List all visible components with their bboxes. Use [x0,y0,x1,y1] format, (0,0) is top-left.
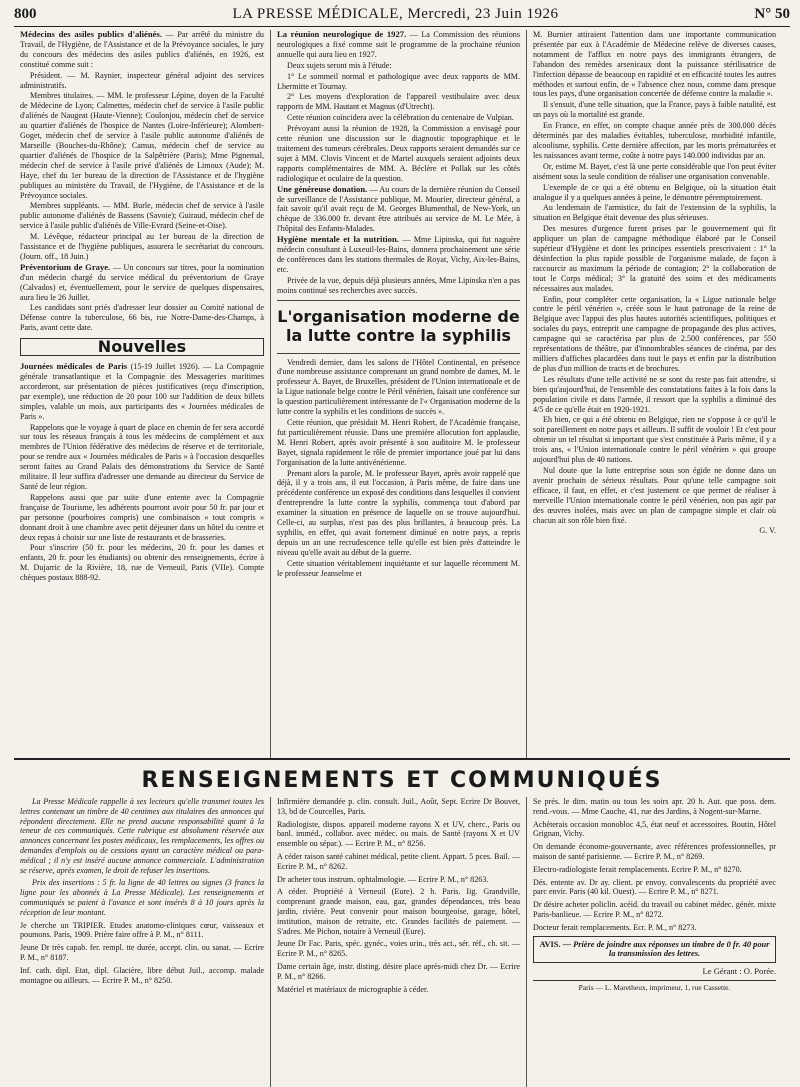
journees-text-4: Pour s'inscrire (50 fr. pour les médecins, 20 fr. pour les dames et enfants, 20 fr. pour les étudiants) ou obtenir des renseignements, écrire à M. Dujarric de la Rivière, 18, rue de Verneuil, Paris (VIIe). Compte chèques postaux 888-92. [20,543,264,583]
section-rule [14,758,790,760]
classified-ad: A céder raison santé cabinet médical, petite client. Appart. 5 pces. Bail. — Ecrire P. M., n° 8262. [277,851,520,871]
hygiene-text: — Mme Lipinska, qui fut naguère médecin consultant à Luxeuil-les-Bains, donnera prochainement une série de conférences dans les stations thermales de Royat, Vichy, Aix-les-Bains, etc. [277,235,520,274]
classified-ad: On demande économe-gouvernante, avec références professionnelles, pr maison de santé parisienne. — Ecrire P. M., n° 8269. [533,842,776,861]
neuro-text: — La Commission des réunions neurologiques a fixé comme suit le programme de la prochaine réunion annuelle qui aura lieu en 1927. [277,30,520,59]
asiles-text: — Par arrêté du ministre du Travail, de l'Hygiène, de l'Assistance et de la Prévoyance sociales, le jury du concours des médecins des asiles publics d'aliénés, en 1926, est constitué comme suit : [20,30,264,69]
classified-ad: A céder. Propriété à Verneuil (Eure). 2 h. Paris. Iig. Grandville, comprenant grande maison, eau, gaz, grandes dépendances, très beau jardin, rivière. Peut convenir pour maison bourgeoise, garage, hôtel, institution, maison de retraite, etc. Grandes facilités de paiement. — S'adres. Me Pichon, notaire à Verneuil (Eure). [277,887,520,936]
classified-ad: Dr désire acheter policlin. acéid. du travail ou cabinet médec. génér. mixte Paris-banlieue. — Ecrire P. M., n° 8272. [533,900,776,919]
avis-text: Prière de joindre aux réponses un timbre de 0 fr. 40 pour la transmission des lettres. [573,939,770,959]
neuro-item-1: 1° Le sommeil normal et pathologique avec deux rapports de MM. Lhermitte et Tournay. [277,71,520,91]
article-continued-4: Or, estime M. Bayet, c'est là une perte considérable que l'on peut éviter aisément sous la seule condition de réaliser une organisation convenable. [533,161,776,181]
journees-text-2: Rappelons que le voyage à quart de place en chemin de fer sera accordé sur tous les réseaux français à tous les médecins de complément et aux membres de l'Union fédérative des médecins de réserve et de territoriale, pour se rendre aux « Journées médicales de Paris » à l'occasion desquelles seront faites au Grand Palais des démonstrations du Service de Santé militaire. Il leur suffira d'adresser une demande au directeur du Service de Santé de leur région. [20,422,264,491]
graye-text: — Un concours sur titres, pour la nomination d'un médecin chargé du service médical du préventorium de Graye (Calvados) et, éventuellement, pour le service de quelques dispensaires, aura lieu le 26 Juillet. [20,262,264,302]
classifieds-notice: La Presse Médicale rappelle à ses lecteurs qu'elle transmet toutes les lettres contenant un timbre de 40 centimes aux titulaires des annonces qui répondent directement. Elle ne prend aucune responsabilité quant à la teneur de ces communiqués. Cette rubrique est absolument réservée aux annonces concernant les postes médicaux, les remplacements, les offres ou demandes d'emplois ou de cessions ayant un caractère médical ou para-médical ; il n'y est inséré aucune annonce commerciale. L'administration se réserve, après examen, le droit de refuser les insertions. [20,797,264,875]
column-1 [14,30,270,758]
classifieds-column-2 [270,797,526,1087]
neuro-text-4: Prévoyant aussi la réunion de 1928, la Commission a envisagé pour cette réunion une discussion sur le diagnostic topographique et le traitement des tumeurs cérébrales. Deux rapports seraient demandés sur ce sujet à MM. Clovis Vincent et de Martel auxquels seraient adjoints deux rapports complémentaires de MM. A. Béclère et Pollak sur les côtés radiologique et oculaire de la question. [277,124,520,183]
journees-paragraph [20,362,264,421]
upper-columns [14,30,790,758]
article-continued-9: Les résultats d'une telle activité ne se sont du reste pas fait attendre, si bien qu'aujourd'hui, de l'ensemble des constatations faites à la fois dans la population civile et dans l'armée, il ressort que la syphilis a diminué des 4/5 de ce qu'elle était en 1920-1921. [533,374,776,414]
nouvelles-section-title: Nouvelles [20,338,264,356]
hygiene-paragraph [277,235,520,275]
asiles-suppleants: Membres suppléants. — MM. Burle, médecin chef de service à l'asile public autonome d'aliénés de Bassens (Savoie); Guiraud, médecin chef de service à l'asile public d'aliénés de Ville-Evrard (Seine-et-Oise). [20,201,264,231]
classifieds-column-1 [14,797,270,1087]
classified-ad: Infirmière demandée p. clin. consult. Juil., Août, Sept. Ecrire Dr Bouvet, 13, bd de Courcelles, Paris. [277,797,520,816]
article-paragraph-1: Vendredi dernier, dans les salons de l'Hôtel Continental, en présence d'une nombreuse assistance comprenant un grand nombre de dames, M. le professeur A. Bayet, de Bruxelles, président de l'Union internationale et de la Ligue nationale belge contre le Péril vénérien, faisait une conférence sur la question particulièrement intéressante de l'« Organisation moderne de la lutte contre la syphilis et les conditions de succès ». [277,357,520,417]
graye-text-2: Les candidats sont priés d'adresser leur dossier au Comité national de Défense contre la tuberculose, 66 bis, rue Notre-Dame-des-Champs, à Paris, avant cette date. [20,303,264,333]
asiles-heading: Médecins des asiles publics d'aliénés. [20,30,162,39]
article-continued-7: Des mesures d'urgence furent prises par le gouvernement qui fit appliquer un plan de campagne méthodique élaboré par le Conseil supérieur d'Hygiène et dont les principes essentiels prescrivaient : 1° la désinfection la plus rapide possible de l'organisme malade, de façon à raccourcir au maximum la période de contagion; 2° la collaboration de tout le Corps médical; 3° la gratuité des soins et des médicaments nécessaires aux malades. [533,224,776,293]
classified-ad: Jeune Dr Fac. Paris, spéc. gynéc., voies urin., très act., sér. réf., ch. sit. — Ecrire P. M., n° 8265. [277,939,520,959]
article-paragraph-3: Prenant alors la parole, M. le professeur Bayet, après avoir rappelé que déjà, il y a trois ans, il eut l'occasion, à Paris même, de faire dans une précédente conférence un exposé des conditions dans lesquelles il convient d'entreprendre la lutte contre la syphilis, commença tout d'abord par examiner la situation en présence de laquelle on se trouve aujourd'hui. Celle-ci, au surplus, n'est pas des plus brillantes, à beaucoup près. La syphilis, en effet, qui avait fortement diminué en notre pays, a repris depuis un an une recrudescence telle qu'elle est bien près d'atteindre le niveau qu'elle avait au début de la guerre. [277,468,520,557]
column-3 [526,30,782,758]
donation-text: — Au cours de la dernière réunion du Conseil de surveillance de l'Assistance publique, M. Mourier, directeur général, a fait savoir qu'il avait reçu de M. Georges Blumenthal, de New-York, un chèque de 336.000 fr. devant être attribués au service de M. Le Mée, à l'hôpital des Enfants-Malades. [277,184,520,234]
article-continued-8: Enfin, pour compléter cette organisation, la « Ligue nationale belge contre le péril vénérien », créée sous le haut patronage de la reine de Belgique avec l'appui des plus hautes autorités scientifiques, politiques et sociales du pays, entreprit une campagne de propagande des plus actives, campagne qui se caractérisa par plus de 2.500 conférences, par 550 représentations de théâtre, par d'innombrables séances de cinéma, par des milliers d'affiches placardées dans tout le pays et enfin par la distribution de plus d'un million de tracts et de brochures. [533,294,776,373]
classified-ad: Jeune Dr très capab. fer. rempl. tte durée, accept. clin. ou sanat. — Ecrire P. M., n° 8187. [20,943,264,962]
classified-ad: Dame certain âge, instr. disting. désire place après-midi chez Dr. — Ecrire P. M., n° 8266. [277,961,520,981]
journal-title: LA PRESSE MÉDICALE, Mercredi, 23 Juin 1926 [232,6,559,22]
classified-ad: Radiologiste, dispos. appareil moderne rayons X et UV, cherc., Paris ou banl. imméd., collabor. avec médec. ou mais. de Santé (rayons X et UV ensemble ou sépar.). — Ecrire P. M., n° 8256. [277,819,520,849]
hygiene-heading: Hygiène mentale et la nutrition. [277,234,399,245]
article-continued-2: Il s'ensuit, d'une telle situation, que la France, pays à faible natalité, est un pays où la mortalité est grande. [533,100,776,120]
article-continued-10: Eh bien, ce qui a été obtenu en Belgique, rien ne s'oppose à ce qu'il le soit pareillement en notre pays et ailleurs. Il suffit de vouloir ! Et c'est pour obtenir un tel résultat si important que s'est constituée à Paris même, il y a trois ans, « l'Union internationale contre le péril vénérien » qui groupe aujourd'hui plus de 40 nations. [533,415,776,465]
classified-ad: Matériel et matériaux de micrographie à céder. [277,984,429,994]
classified-ad: Docteur ferait remplacements. Ecr. P. M., n° 8273. [533,922,697,932]
neuro-paragraph [277,30,520,60]
asiles-paragraph [20,30,264,70]
journees-text-3: Rappelons aussi que par suite d'une entente avec la Compagnie française de Tourisme, les adhérents pourront avoir pour 50 fr. par jour et par personne (pourboires compris) une combinaison « tout compris » donnant droit à une chambre avec petit déjeuner dans un hôtel du centre et deux repas à choisir sur une liste de restaurants et de brasseries. [20,492,264,542]
printer-line: Paris — L. Maretheux, imprimeur, 1, rue Cassette. [533,980,776,993]
classified-ad: Electro-radiologiste ferait remplacements. Ecrire P. M., n° 8270. [533,864,742,874]
article-continued-6: Au lendemain de l'armistice, du fait de l'extension de la syphilis, la situation en Belgique était devenue des plus sérieuses. [533,203,776,223]
gerant-line: Le Gérant : O. Porée. [702,966,776,977]
asiles-membres: Membres titulaires. — MM. le professeur Lépine, doyen de la Faculté de Médecine de Lyon; Calmettes, médecin chef de service à l'asile public d'aliénés de Naugeat (Haute-Vienne); Coulonjou, médecin chef de service au quartier d'aliénés de l'hospice de Nantes (Loire-Inférieure); Alombert-Goget, médecin chef de service à l'asile public autonome d'aliénés de Marseille (Bouches-du-Rhône); Camus, médecin chef de service au quartier d'aliénés de l'hospice de la Salpêtrière (Paris); Mme Pignemal, médecin chef de service à l'asile privé d'aliénés de Limoux (Aude); M. Haye, chef du 1er bureau de la direction de l'Assistance et de l'hygiène publiques au ministère du Travail, de l'Hygiène, de l'Assistance et de la Prévoyance sociales. [20,91,264,200]
classifieds-column-3 [526,797,782,1087]
classified-ad: Inf. cath. dipl. Etat, dipl. Glacière, libre début Juil., accomp. malade montagne ou ailleurs. — Ecrire P. M., n° 8250. [20,965,264,985]
neuro-text-3: Cette réunion coïncidera avec la célébration du centenaire de Vulpian. [287,113,514,123]
article-continued-3: En France, en effet, on compte chaque année près de 300.000 décès déterminés par des maladies évitables, tuberculose, morbidité infantile, alcoolisme, syphilis. Cette dernière affection, par les morts prématurées et les naissances avant terme, coûte à notre pays 140.000 individus par an. [533,121,776,160]
neuro-item-2: 2° Les moyens d'exploration de l'appareil vestibulaire avec deux rapports de MM. Hautant et Magnus (d'Utrecht). [277,92,520,112]
neuro-text-2: Deux sujets seront mis à l'étude: [287,60,392,70]
classified-ad: Je cherche un TRIPIER. Etudes anatomo-cliniques cœur, vaisseaux et poumons. Paris, 1909. Prière faire offre à P. M., n° 8111. [20,920,264,940]
graye-heading: Préventorium de Graye. [20,261,111,272]
asiles-leveque: M. Lévêque, rédacteur principal au 1er bureau de la direction de l'assistance et de l'hygiène publiques, assurera le secrétariat du concours. (Journ. off., 18 Juin.) [20,232,264,261]
classifieds-columns [14,797,790,1087]
issue-number: N° 50 [754,6,790,22]
classified-ad: Achèterais occasion monobloc 4,5, état neuf et accessoires. Boutin, Hôtel Grignan, Vichy. [533,819,776,839]
article-continued-11: Nul doute que la lutte entreprise sous son égide ne donne dans un avenir prochain de sérieux résultats. Pour qu'une telle campagne soit efficace, il faut, en effet, et c'est justement ce que permet de réaliser à merveille l'Union internationale contre le péril vénérien, non pas agir par des œuvres isolées, mais avec un plan de campagne simple et clair où chacun ait son rôle bien fixé. [533,465,776,525]
avis-label: AVIS. — [539,939,572,949]
avis-box [533,936,776,964]
article-continued-5: L'exemple de ce qui a été obtenu en Belgique, où la situation était analogue il y a quelques années à peine, le démontre péremptoirement. [533,182,776,202]
asiles-president: Président. — M. Raynier, inspecteur général adjoint des services administratifs. [20,70,264,90]
renseignements-banner: RENSEIGNEMENTS ET COMMUNIQUÉS [141,768,663,793]
classified-ad: Dr acheter tous instrum. ophtalmologie. — Ecrire P. M., n° 8263. [277,874,489,884]
donation-paragraph [277,185,520,235]
classifieds-prices: Prix des insertions : 5 fr. la ligne de 40 lettres ou signes (3 francs la ligne pour les abonnés à La Presse Médicale). Les renseignements et communiqués se paient à l'avance et sont insérés 8 à 10 jours après la réception de leur montant. [20,878,264,917]
section-divider [277,300,520,301]
article-paragraph-2: Cette réunion, que présidait M. Henri Robert, de l'Académie française, fut particulièrement réussie. Dans une première allocution fort applaudie, M. Henri Robert, après avoir présenté à son auditoire M. le professeur Bayet, signala rapidement le rôle de premier importance joué par lui dans l'organisation de la lutte antivénérienne. [277,418,520,467]
classified-ad: Se prés. le dim. matin ou tous les soirs apr. 20 h. Aut. que poss. dem. rend.-vous. — Mme Cauche, 41, rue des Jardins, à Nogent-sur-Marne. [533,797,776,816]
journees-text: (15-19 Juillet 1926). — La Compagnie générale transatlantique et la Compagnie des Messageries maritimes accorderont, sur présentation de pièces justificatives (reçu d'inscription, par exemple), une réduction de 20 pour 100 sur l'addition de deux billets simples, valable un mois, aux participants des « Journées médicales de Paris ». [20,362,264,421]
column-2 [270,30,526,758]
neuro-heading: La réunion neurologique de 1927. [277,30,407,39]
hygiene-text-2: Privée de la vue, depuis déjà plusieurs années, Mme Lipinska n'en a pas moins continué ses recherches avec succès. [277,275,520,295]
donation-heading: Une généreuse donation. [277,183,368,194]
article-signature: G. V. [759,526,776,536]
page-number: 800 [14,6,37,22]
article-continued-1: M. Burnier attiraient l'attention dans une importante communication présentée par eux à l'Académie de Médecine relève de diverses causes, notamment de l'afflux en notre pays des immigrants étrangers, de l'abandon des remèdes arsenicaux dont la puissance stérilisatrice de l'infection dépasse de beaucoup en rapidité et en efficacité toutes les autres méthodes et surtout enfin, de « l'absence chez nous, comme dans presque tous les pays, d'une organisation concertée de défense contre la maladie ». [533,30,776,99]
classified-ad: Dés. entente av. Dr ay. client. pr envoy. convalescents du propriété avec parc envir. Paris (40 kil. Ouest). — Ecrire P. M., n° 8271. [533,877,776,897]
graye-paragraph [20,263,264,303]
article-title: L'organisation moderne de la lutte contre la syphilis [277,306,520,345]
page-header [14,6,790,27]
article-title-divider [277,353,520,354]
article-paragraph-4: Cette situation véritablement inquiétante et sur laquelle récemment M. le professeur Jeanselme et [277,558,520,578]
journees-heading: Journées médicales de Paris [20,361,128,372]
